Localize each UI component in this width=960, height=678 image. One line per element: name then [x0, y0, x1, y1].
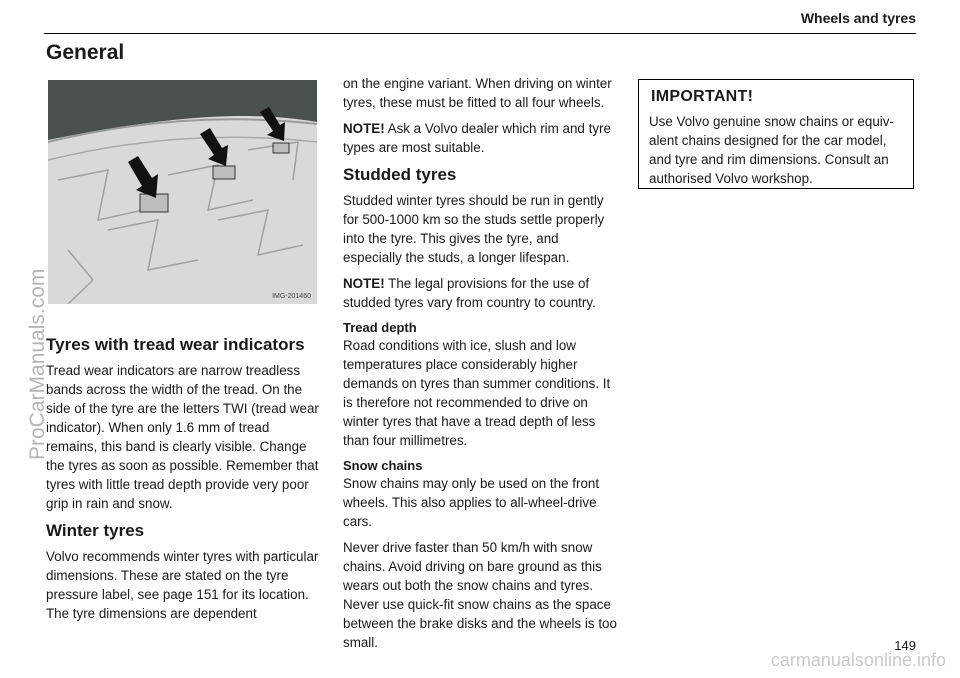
winter-tyres-heading: Winter tyres — [46, 521, 145, 540]
winter-note — [343, 119, 619, 157]
column-left — [46, 334, 322, 630]
snow-chains-heading: Snow chains — [343, 458, 423, 473]
studded-tyres-body: Studded winter tyres should be run in gently for 500-1000 km so the studs settle properly into the tyre. This gives the tyre, and especially the studs, a longer lifespan. — [343, 193, 605, 265]
watermark-side: ProCarManuals.com — [26, 268, 49, 460]
winter-tyres-body-continued: on the engine variant. When driving on winter tyres, these must be fitted to all four wheels. — [343, 76, 612, 110]
snow-chains-warning: Never drive faster than 50 km/h with snow chains. Avoid driving on bare ground as this wears out both the snow chains and tyres. Never use quick-fit snow chains as the space between the brake disks and the wheels is too small. — [343, 540, 617, 650]
note-label: NOTE! — [343, 121, 385, 136]
important-notice — [638, 79, 914, 189]
tread-wear-heading: Tyres with tread wear indicators — [46, 335, 305, 354]
watermark-bottom: carmanualsonline.info — [770, 650, 946, 670]
important-title: IMPORTANT! — [651, 88, 754, 105]
tread-depth-body: Road conditions with ice, slush and low temperatures place considerably higher demands on tyres than summer conditions. It is therefore not recommended to drive on winter tyres that have a tread depth of less than four millimetres. — [343, 338, 611, 448]
note-label: NOTE! — [343, 276, 385, 291]
header-rule — [44, 33, 916, 34]
figure-code: IMG-201460 — [272, 293, 311, 300]
note-text: Ask a Volvo dealer which rim and tyre types are most suitable. — [343, 121, 611, 155]
winter-tyres-body: Volvo recommends winter tyres with particular dimensions. These are stated on the tyre pressure label, see page 151 for its location. The tyre dimensions are dependent — [46, 549, 319, 621]
header-section-title: Wheels and tyres — [800, 10, 916, 26]
tread-wear-body: Tread wear indicators are narrow treadless bands across the width of the tread. On the side of the tyre are the letters TWI (tread wear indicator). When only 1.6 mm of tread remains, this band is clearly visible. Change the tyres as soon as possible. Remember that tyres with little tread depth provide very poor grip in rain and snow. — [46, 363, 319, 511]
snow-chains-body: Snow chains may only be used on the front wheels. This also applies to all-wheel-drive cars. — [343, 476, 600, 529]
page-number: 149 — [894, 638, 916, 653]
note-text: The legal provisions for the use of studded tyres vary from country to country. — [343, 276, 596, 310]
important-body: Use Volvo genuine snow chains or equiv-alent chains designed for the car model, and tyre and rim dimensions. Consult an authorised Volvo workshop. — [649, 114, 894, 186]
tyre-tread-illustration — [48, 80, 317, 304]
page-title: General — [46, 41, 125, 64]
column-middle — [343, 74, 619, 659]
tread-depth-heading: Tread depth — [343, 320, 417, 335]
tyre-tread-figure — [48, 80, 317, 304]
studded-note — [343, 274, 619, 312]
studded-tyres-heading: Studded tyres — [343, 165, 457, 184]
